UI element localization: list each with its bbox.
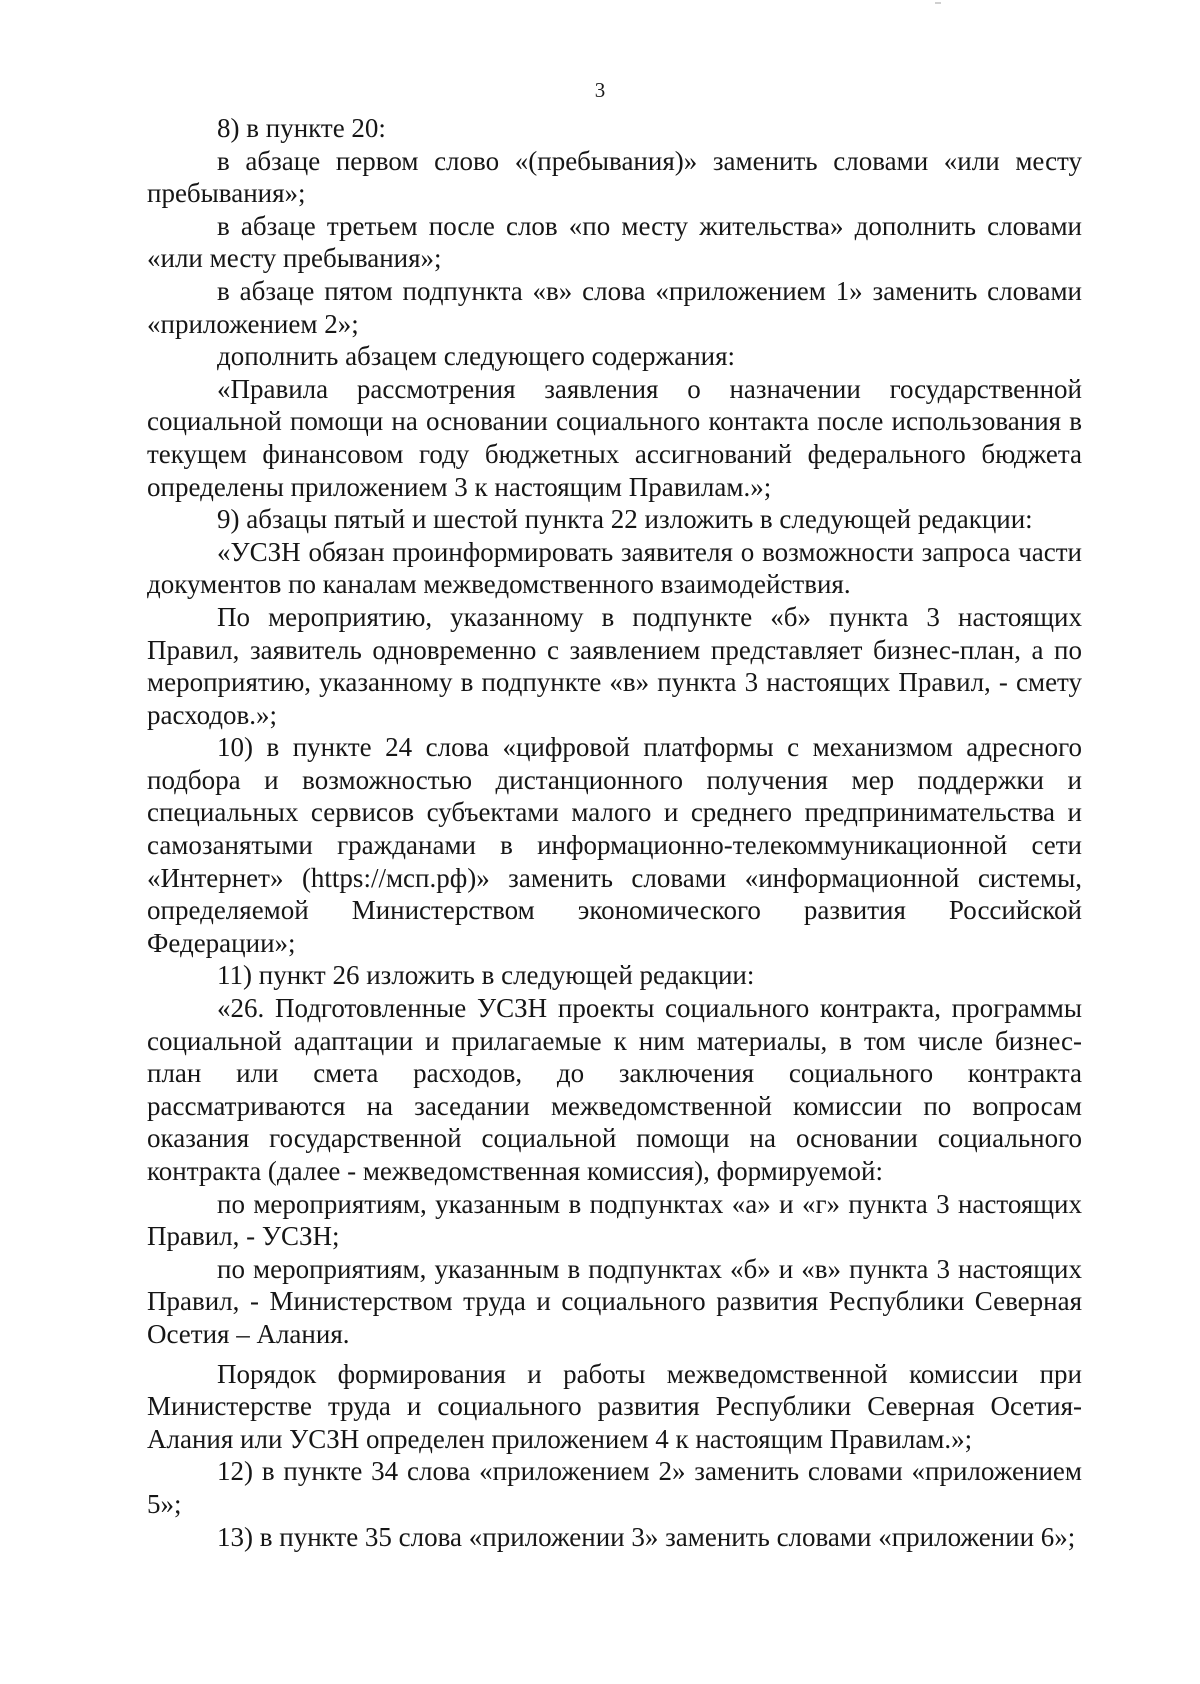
paragraph: по мероприятиям, указанным в подпунктах «б» и «в» пункта 3 настоящих Правил, - Министерством труда и социального развития Республики Северная Осетия – Алания. bbox=[147, 1253, 1082, 1349]
document-body bbox=[147, 112, 1082, 1553]
page-number: 3 bbox=[594, 78, 606, 102]
paragraph: в абзаце пятом подпункта «в» слова «приложением 1» заменить словами «приложением 2»; bbox=[147, 275, 1082, 339]
paragraph-quote: «26. Подготовленные УСЗН проекты социального контракта, программы социальной адаптации и прилагаемые к ним материалы, в том числе бизнес-план или смета расходов, до заключения социального контракта рассматриваются на заседании межведомственной комиссии по вопросам оказания государственной социальной помощи на основании социального контракта (далее - межведомственная комиссия), формируемой: bbox=[147, 993, 1082, 1186]
paragraph-item-9: 9) абзацы пятый и шестой пункта 22 изложить в следующей редакции: bbox=[217, 504, 1033, 535]
paragraph: По мероприятию, указанному в подпункте «б» пункта 3 настоящих Правил, заявитель одновременно с заявлением представляет бизнес-план, а по мероприятию, указанному в подпункте «в» пункта 3 настоящих Правил, - смету расходов.»; bbox=[147, 601, 1082, 730]
paragraph-quote: «УСЗН обязан проинформировать заявителя о возможности запроса части документов по каналам межведомственного взаимодействия. bbox=[147, 536, 1082, 600]
paragraph-item-11: 11) пункт 26 изложить в следующей редакции: bbox=[217, 960, 755, 991]
paragraph-quote: «Правила рассмотрения заявления о назначении государственной социальной помощи на основании социального контакта после использования в текущем финансовом году бюджетных ассигнований федерального бюджета определены приложением 3 к настоящим Правилам.»; bbox=[147, 373, 1082, 502]
paragraph: в абзаце третьем после слов «по месту жительства» дополнить словами «или месту пребывания»; bbox=[147, 210, 1082, 274]
paragraph-item-13: 13) в пункте 35 слова «приложении 3» заменить словами «приложении 6»; bbox=[217, 1521, 1076, 1552]
paragraph: по мероприятиям, указанным в подпунктах «а» и «г» пункта 3 настоящих Правил, - УСЗН; bbox=[147, 1188, 1082, 1252]
paragraph: дополнить абзацем следующего содержания: bbox=[217, 341, 736, 372]
paragraph: Порядок формирования и работы межведомственной комиссии при Министерстве труда и социального развития Республики Северная Осетия-Алания или УСЗН определен приложением 4 к настоящим Правилам.»; bbox=[147, 1358, 1082, 1454]
scan-artifact bbox=[935, 2, 941, 4]
paragraph-item-10: 10) в пункте 24 слова «цифровой платформы с механизмом адресного подбора и возможностью дистанционного получения мер поддержки и специальных сервисов субъектами малого и среднего предпринимательства и самозанятыми гражданами в информационно-телекоммуникационной сети «Интернет» (https://мсп.рф)» заменить словами «информационной системы, определяемой Министерством экономического развития Российской Федерации»; bbox=[147, 732, 1082, 958]
paragraph-item-12: 12) в пункте 34 слова «приложением 2» заменить словами «приложением 5»; bbox=[147, 1456, 1082, 1519]
paragraph-item-8: 8) в пункте 20: bbox=[217, 113, 386, 143]
paragraph: в абзаце первом слово «(пребывания)» заменить словами «или месту пребывания»; bbox=[147, 145, 1082, 209]
